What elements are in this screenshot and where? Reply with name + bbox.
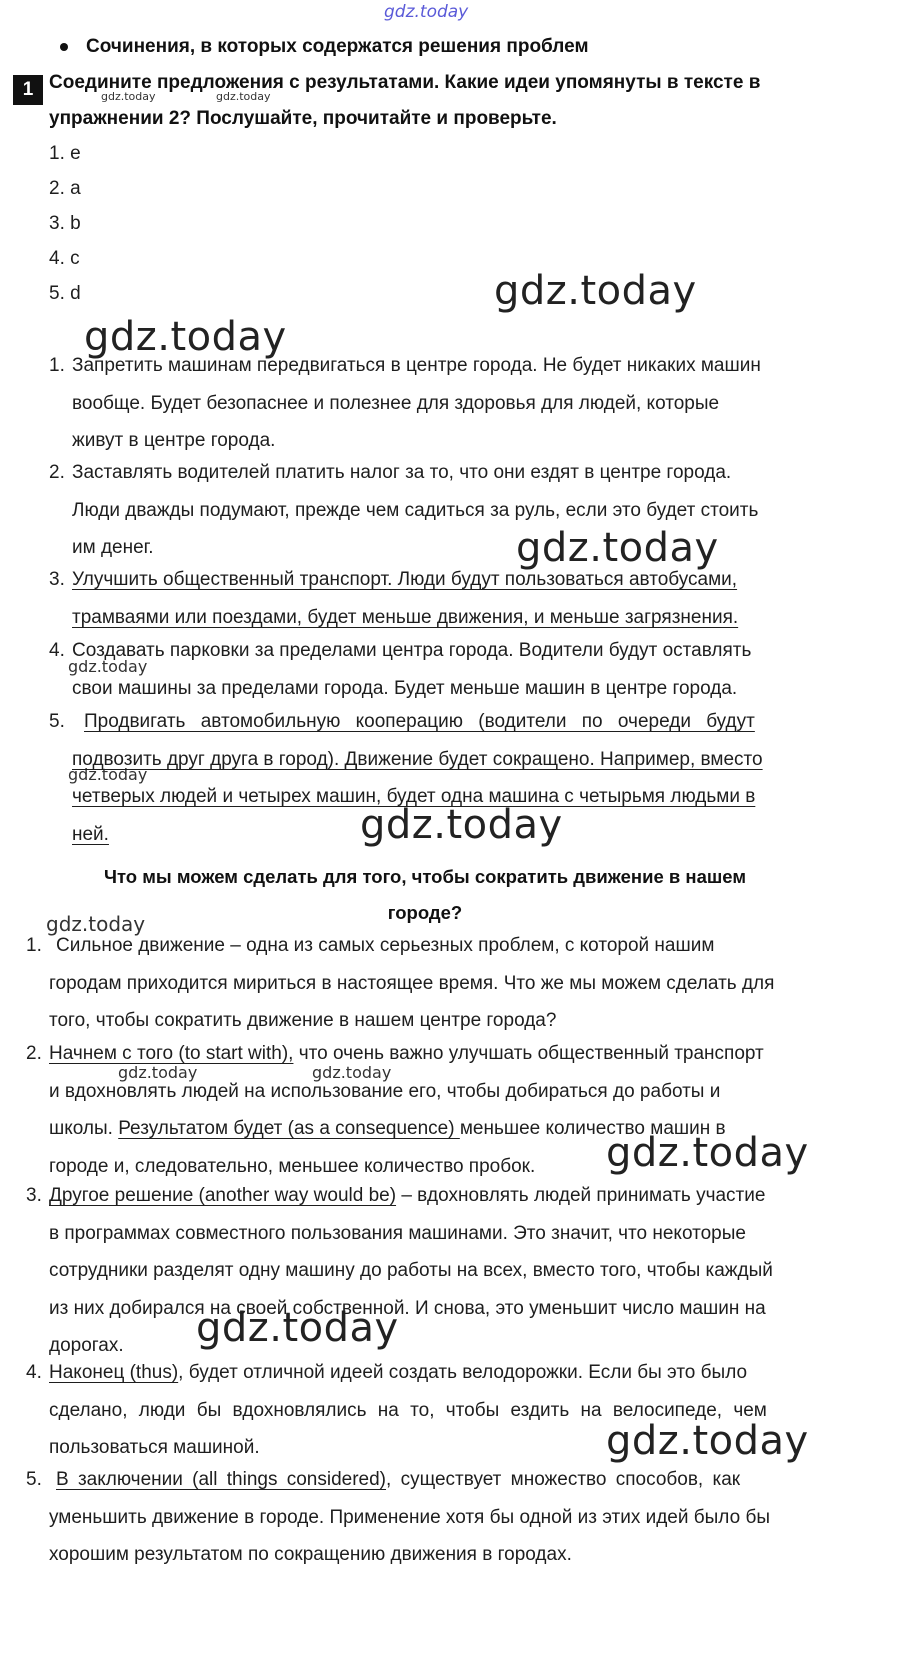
linking-phrase: Другое решение (another way would be) <box>49 1185 397 1206</box>
paragraph-text: – вдохновлять людей принимать участие <box>396 1185 766 1206</box>
idea-line: Продвигать автомобильную кооперацию (водители по очереди будут <box>84 711 755 732</box>
watermark-large: gdz.today <box>84 314 287 360</box>
answer-item: 5. d <box>49 283 81 304</box>
paragraph-line <box>49 1110 826 1148</box>
idea-line: четверых людей и четырех машин, будет одна машина с четырьмя людьми в <box>72 786 756 807</box>
paragraph-line: уменьшить движение в городе. Применение хотя бы одной из этих идей было бы <box>49 1506 770 1528</box>
watermark-large: gdz.today <box>360 802 563 848</box>
paragraph-line: городам приходится мириться в настоящее время. Что же мы можем сделать для <box>49 972 775 994</box>
essay-title-line2: городе? <box>387 902 463 923</box>
essay-paragraph-2 <box>26 1035 826 1185</box>
answer-item: 3. b <box>49 213 81 234</box>
answer-item: 4. c <box>49 248 80 269</box>
idea-4 <box>49 632 825 707</box>
essay-paragraph-1 <box>26 927 826 1040</box>
paragraph-text: школы. <box>49 1118 119 1139</box>
watermark-small: gdz.today <box>118 1063 198 1082</box>
bullet-dot <box>60 43 68 51</box>
paragraph-line: сотрудники разделят одну машину до работы на всех, вместо того, чтобы каждый <box>49 1260 773 1281</box>
watermark-large: gdz.today <box>196 1305 399 1351</box>
paragraph-line <box>49 1354 826 1392</box>
watermark-tiny: gdz.today <box>101 90 156 103</box>
paragraph-line: сделано, люди бы вдохновлялись на то, чтобы ездить на велосипеде, чем <box>49 1399 767 1421</box>
linking-phrase: Наконец (thus) <box>49 1362 179 1383</box>
paragraph-number: 4. <box>26 1362 42 1383</box>
answer-list <box>49 135 81 313</box>
idea-number: 4. <box>49 640 65 661</box>
paragraph-line: в программах совместного пользования машинами. Это значит, что некоторые <box>49 1222 746 1244</box>
linking-phrase: В заключении (all things considered) <box>56 1469 387 1490</box>
paragraph-text: , существует множество способов, как <box>386 1469 741 1490</box>
idea-number: 1. <box>49 355 65 376</box>
paragraph-line: и вдохновлять людей на использование его, чтобы добираться до работы и <box>49 1080 721 1102</box>
watermark-small: gdz.today <box>46 912 146 936</box>
idea-number: 5. <box>49 711 65 732</box>
watermark-small: gdz.today <box>68 765 148 784</box>
idea-line: ней. <box>72 823 109 845</box>
paragraph-line <box>49 1177 826 1215</box>
paragraph-line: того, чтобы сократить движение в нашем центре города? <box>49 1010 557 1031</box>
paragraph-number: 5. <box>26 1469 42 1490</box>
paragraph-text: что очень важно улучшать общественный транспорт <box>293 1043 764 1064</box>
essay-paragraph-4 <box>26 1354 826 1467</box>
idea-number: 2. <box>49 462 65 483</box>
paragraph-line: Сильное движение – одна из самых серьезных проблем, с которой нашим <box>56 935 715 956</box>
idea-line: трамваями или поездами, будет меньше движения, и меньше загрязнения. <box>72 606 739 628</box>
paragraph-line: дорогах. <box>49 1335 124 1356</box>
idea-5 <box>49 703 825 853</box>
watermark-large: gdz.today <box>494 268 697 314</box>
idea-line: свои машины за пределами города. Будет меньше машин в центре города. <box>72 677 738 699</box>
answer-item: 1. e <box>49 143 81 164</box>
idea-1 <box>49 347 825 460</box>
section-heading: Сочинения, в которых содержатся решения проблем <box>86 36 589 57</box>
linking-phrase: Результатом будет (as a consequence) <box>118 1118 460 1139</box>
watermark-large: gdz.today <box>516 525 719 571</box>
paragraph-line: хорошим результатом по сокращению движения в городах. <box>49 1544 572 1565</box>
paragraph-line <box>49 1035 826 1073</box>
idea-number: 3. <box>49 569 65 590</box>
exercise-instruction-line1: Соедините предложения с результатами. Какие идеи упомянуты в тексте в <box>49 72 761 93</box>
paragraph-line <box>56 1461 826 1499</box>
idea-line: Заставлять водителей платить налог за то, что они ездят в центре города. <box>72 462 732 483</box>
paragraph-text: меньшее количество машин в <box>459 1118 726 1139</box>
idea-line: Создавать парковки за пределами центра города. Водители будут оставлять <box>72 640 752 661</box>
watermark-tiny: gdz.today <box>216 90 271 103</box>
idea-line: им денег. <box>72 537 154 558</box>
essay-title-line1: Что мы можем сделать для того, чтобы сократить движение в нашем <box>103 866 747 887</box>
watermark-small: gdz.today <box>68 657 148 676</box>
watermark-large: gdz.today <box>606 1418 809 1464</box>
idea-line: подвозить друг друга в город). Движение будет сокращено. Например, вместо <box>72 748 763 770</box>
idea-line: вообще. Будет безопаснее и полезнее для здоровья для людей, которые <box>72 392 720 414</box>
paragraph-text: , будет отличной идеей создать велодорожки. Если бы это было <box>178 1362 748 1383</box>
idea-line: Запретить машинам передвигаться в центре города. Не будет никаких машин <box>72 355 761 376</box>
idea-line: Улучшить общественный транспорт. Люди будут пользоваться автобусами, <box>72 569 738 590</box>
paragraph-number: 2. <box>26 1043 42 1064</box>
exercise-number-badge <box>13 75 43 105</box>
idea-2 <box>49 454 825 567</box>
essay-paragraph-5 <box>26 1461 826 1574</box>
paragraph-number: 1. <box>26 935 42 956</box>
watermark-large: gdz.today <box>606 1130 809 1176</box>
paragraph-line: городе и, следовательно, меньшее количество пробок. <box>49 1155 536 1177</box>
watermark-top: gdz.today <box>384 2 469 22</box>
linking-phrase: Начнем с того (to start with), <box>49 1043 294 1064</box>
answer-item: 2. a <box>49 178 81 199</box>
paragraph-number: 3. <box>26 1185 42 1206</box>
idea-3 <box>49 561 825 636</box>
paragraph-line: пользоваться машиной. <box>49 1437 260 1458</box>
paragraph-line: из них добирался на своей собственной. И снова, это уменьшит число машин на <box>49 1297 766 1319</box>
exercise-instruction-line2: упражнении 2? Послушайте, прочитайте и проверьте. <box>49 108 557 129</box>
essay-paragraph-3 <box>26 1177 826 1365</box>
watermark-small: gdz.today <box>312 1063 392 1082</box>
idea-line: Люди дважды подумают, прежде чем садиться за руль, если это будет стоить <box>72 499 759 521</box>
idea-line: живут в центре города. <box>72 430 276 451</box>
exercise-number: 1 <box>22 79 34 100</box>
